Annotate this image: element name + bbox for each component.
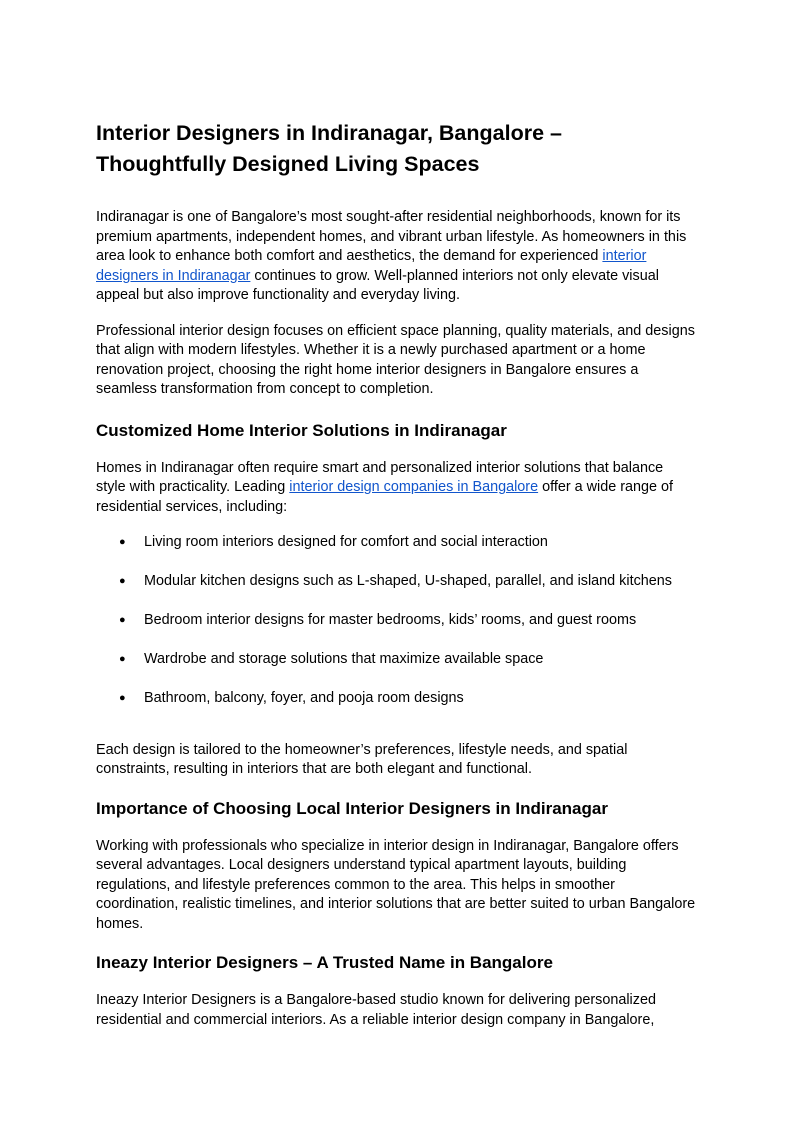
- document-page: [96, 118, 696, 1046]
- list-item: [96, 650, 696, 670]
- section-heading-local-designers: Importance of Choosing Local Interior Designers in Indiranagar: [96, 798, 608, 818]
- intro-text-after-link: continues to grow. Well-planned interiors not only elevate visual appeal but also improve functionality and everyday living.: [96, 267, 659, 303]
- section-heading-ineazy: Ineazy Interior Designers – A Trusted Name in Bangalore: [96, 953, 553, 972]
- section1-paragraph-1: [96, 459, 696, 518]
- intro-text-before-link: Indiranagar is one of Bangalore’s most sought-after residential neighborhoods, known for its premium apartments, independent homes, and vibrant urban lifestyle. As homeowners in this area look to enhance both comfort and aesthetics, the demand for experienced: [96, 209, 687, 264]
- page-title: Interior Designers in Indiranagar, Bangalore – Thoughtfully Designed Living Spaces: [96, 121, 562, 176]
- bullet-icon: ●: [119, 614, 126, 626]
- section1-paragraph-2: Each design is tailored to the homeowner’s preferences, lifestyle needs, and spatial constraints, resulting in interiors that are both elegant and functional.: [96, 741, 628, 777]
- section2-paragraph-1: Working with professionals who specialize in interior design in Indiranagar, Bangalore offers several advantages. Local designers understand typical apartment layouts, building regulations, and lifestyle preferences common to the area. This helps in smoother coordination, realistic timelines, and interior solutions that are better suited to urban Bangalore homes.: [96, 837, 696, 932]
- section1-text-after-link: offer a wide range of residential services, including:: [96, 479, 674, 515]
- list-item: [96, 689, 696, 709]
- section-heading-customized-solutions: Customized Home Interior Solutions in Indiranagar: [96, 420, 507, 440]
- intro-paragraph-2: Professional interior design focuses on efficient space planning, quality materials, and designs that align with modern lifestyles. Whether it is a newly purchased apartment or a home renovation project, choosing the right home interior designers in Bangalore ensures a seamless transformation from concept to completion.: [96, 322, 695, 397]
- services-list: [96, 533, 696, 709]
- intro-paragraph-1: [96, 208, 696, 306]
- bullet-icon: ●: [119, 536, 126, 548]
- list-item: [96, 611, 696, 631]
- bullet-icon: ●: [119, 692, 126, 704]
- list-item: [96, 572, 696, 592]
- list-item-text: Bathroom, balcony, foyer, and pooja room designs: [144, 690, 464, 706]
- list-item-text: Wardrobe and storage solutions that maximize available space: [144, 651, 544, 667]
- section3-paragraph-1: Ineazy Interior Designers is a Bangalore-based studio known for delivering personalized residential and commercial interiors. As a reliable interior design company in Bangalore,: [96, 992, 656, 1028]
- bullet-icon: ●: [119, 575, 126, 587]
- list-item-text: Modular kitchen designs such as L-shaped, U-shaped, parallel, and island kitchens: [144, 573, 672, 589]
- list-item-text: Bedroom interior designs for master bedrooms, kids’ rooms, and guest rooms: [144, 612, 637, 628]
- section1-text-before-link: Homes in Indiranagar often require smart and personalized interior solutions that balance style with practicality. Leading: [96, 459, 664, 495]
- list-item: [96, 533, 696, 553]
- list-item-text: Living room interiors designed for comfort and social interaction: [144, 534, 548, 550]
- interior-designers-indiranagar-link[interactable]: interior designers in Indiranagar: [96, 248, 647, 284]
- bullet-icon: ●: [119, 653, 126, 665]
- interior-design-companies-link[interactable]: interior design companies in Bangalore: [289, 479, 539, 495]
